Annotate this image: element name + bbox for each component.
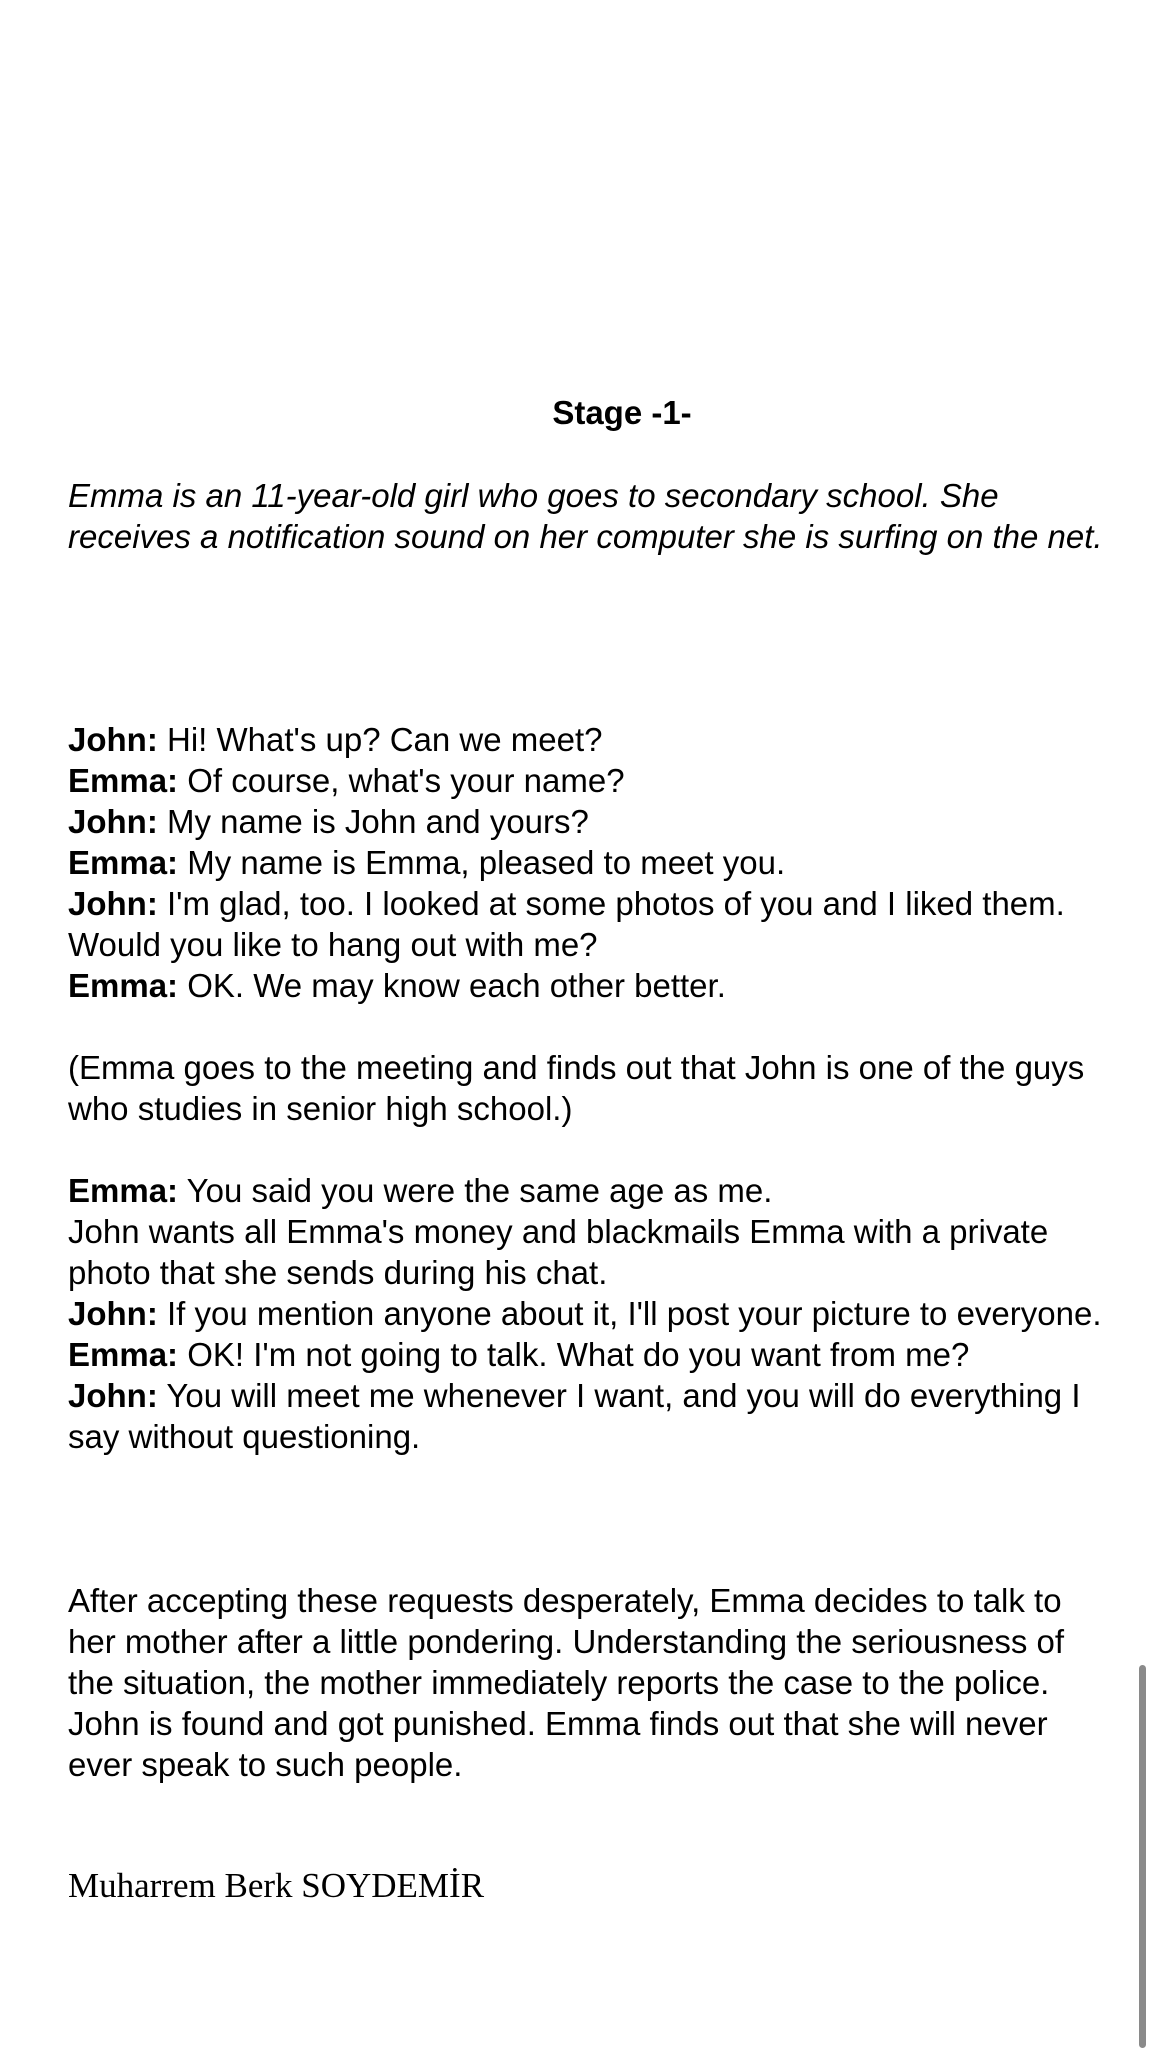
narration-blackmail: John wants all Emma's money and blackmails Emma with a private photo that she sends during his chat.: [68, 1213, 1049, 1291]
dialogue-line: [68, 719, 1108, 760]
intro-paragraph: Emma is an 11-year-old girl who goes to secondary school. She receives a notification sound on her computer she is surfing on the net.: [68, 477, 1103, 555]
dialogue-text: My name is Emma, pleased to meet you.: [178, 844, 786, 881]
closing-paragraph: After accepting these requests desperately, Emma decides to talk to her mother after a little pondering. Understanding the seriousness of the situation, the mother immediately reports the case to the police. John is found and got punished. Emma finds out that she will never ever speak to such people.: [68, 1582, 1065, 1783]
paragraph-spacer: [68, 1129, 1108, 1170]
dialogue-line: [68, 1293, 1108, 1334]
speaker-name: Emma:: [68, 762, 179, 799]
author-signature: Muharrem Berk SOYDEMİR: [68, 1866, 485, 1905]
dialogue-text: OK. We may know each other better.: [178, 967, 726, 1004]
dialogue-block: [68, 719, 1108, 1457]
dialogue-text: My name is John and yours?: [157, 803, 589, 840]
dialogue-line: [68, 760, 1108, 801]
dialogue-line: [68, 801, 1108, 842]
dialogue-text: You said you were the same age as me.: [178, 1172, 773, 1209]
dialogue-line: [68, 842, 1108, 883]
dialogue-line: [68, 1375, 1108, 1457]
dialogue-text: I'm glad, too. I looked at some photos of you and I liked them. Would you like to hang out with me?: [68, 885, 1065, 963]
dialogue-text: If you mention anyone about it, I'll post your picture to everyone.: [157, 1295, 1102, 1332]
speaker-name: John:: [68, 803, 158, 840]
dialogue-text: Of course, what's your name?: [178, 762, 625, 799]
speaker-name: John:: [68, 1377, 158, 1414]
speaker-name: Emma:: [68, 1336, 179, 1373]
dialogue-text: Hi! What's up? Can we meet?: [157, 721, 603, 758]
paragraph-spacer: [68, 1006, 1108, 1047]
dialogue-text: OK! I'm not going to talk. What do you want from me?: [178, 1336, 970, 1373]
speaker-name: John:: [68, 885, 158, 922]
page-title: Stage -1-: [552, 394, 692, 431]
speaker-name: John:: [68, 721, 158, 758]
dialogue-line: [68, 1170, 1108, 1211]
dialogue-line: [68, 965, 1108, 1006]
speaker-name: Emma:: [68, 844, 179, 881]
speaker-name: Emma:: [68, 1172, 179, 1209]
dialogue-text: You will meet me whenever I want, and you will do everything I say without questioning.: [68, 1377, 1081, 1455]
speaker-name: John:: [68, 1295, 158, 1332]
speaker-name: Emma:: [68, 967, 179, 1004]
narration-meeting: (Emma goes to the meeting and finds out that John is one of the guys who studies in senior high school.): [68, 1049, 1085, 1127]
dialogue-line: [68, 1334, 1108, 1375]
dialogue-line: [68, 883, 1108, 965]
vertical-scrollbar[interactable]: [1139, 1665, 1146, 2048]
